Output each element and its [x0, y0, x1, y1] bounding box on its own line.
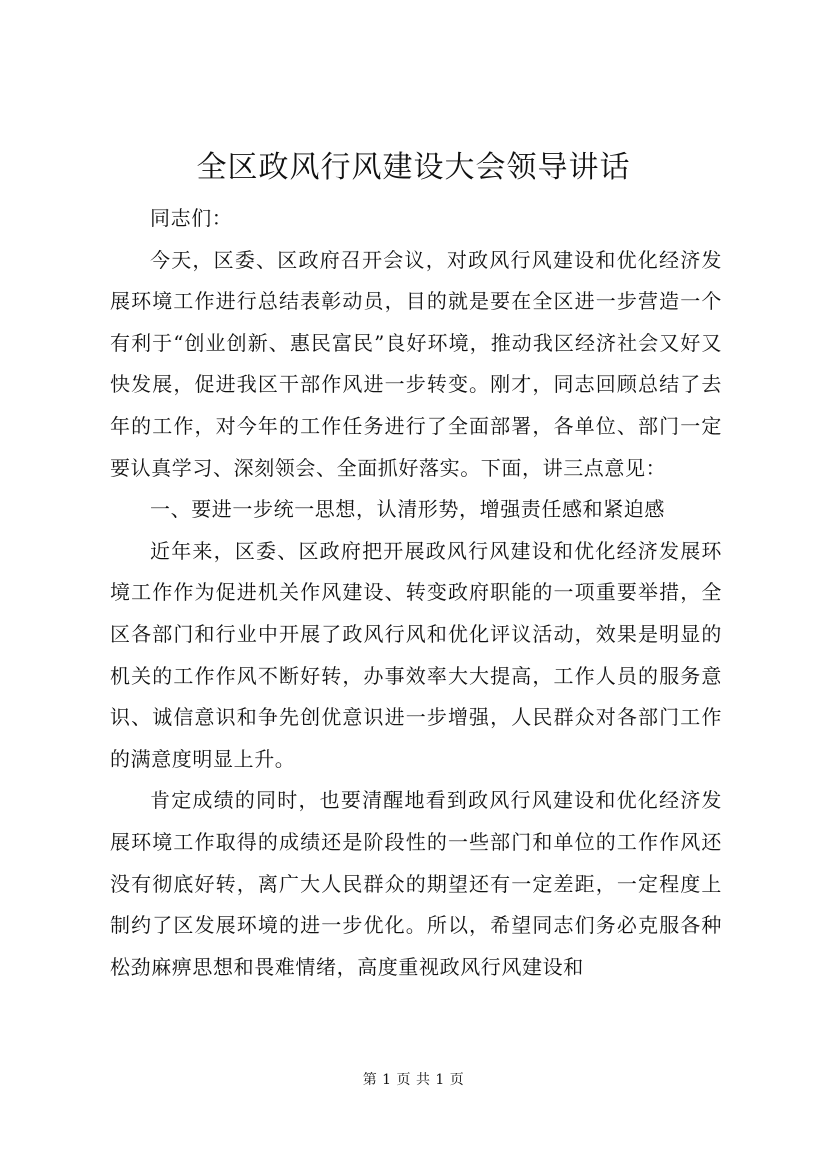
- page-number-footer: 第 1 页 共 1 页: [362, 1072, 465, 1088]
- paragraph-salutation: 同志们：: [150, 206, 233, 230]
- paragraph-opening: 今天，区委、区政府召开会议，对政风行风建设和优化经济发展环境工作进行总结表彰动员，目的就是要在全区进一步营造一个有利于“创业创新、惠民富民”良好环境，推动我区经济社会又好又快发展，促进我区干部作风进一步转变。刚才，同志回顾总结了去年的工作，对今年的工作任务进行了全面部署，各单位、部门一定要认真学习、深刻领会、全面抓好落实。下面，讲三点意见：: [110, 247, 722, 480]
- paragraph-shortcomings: 肯定成绩的同时，也要清醒地看到政风行风建设和优化经济发展环境工作取得的成绩还是阶段性的一些部门和单位的工作作风还没有彻底好转，离广大人民群众的期望还有一定差距，一定程度上制约了区发展环境的进一步优化。所以，希望同志们务必克服各种松劲麻痹思想和畏难情绪，高度重视政风行风建设和: [110, 788, 722, 979]
- document-title: 全区政风行风建设大会领导讲话: [196, 150, 631, 185]
- document-body: [110, 198, 722, 988]
- section-heading-one: 一、要进一步统一思想，认清形势，增强责任感和紧迫感: [150, 497, 665, 522]
- paragraph-achievements: 近年来，区委、区政府把开展政风行风建设和优化经济发展环境工作作为促进机关作风建设、转变政府职能的一项重要举措，全区各部门和行业中开展了政风行风和优化评议活动，效果是明显的机关的工作作风不断好转，办事效率大大提高，工作人员的服务意识、诚信意识和争先创优意识进一步增强，人民群众对各部门工作的满意度明显上升。: [110, 538, 722, 771]
